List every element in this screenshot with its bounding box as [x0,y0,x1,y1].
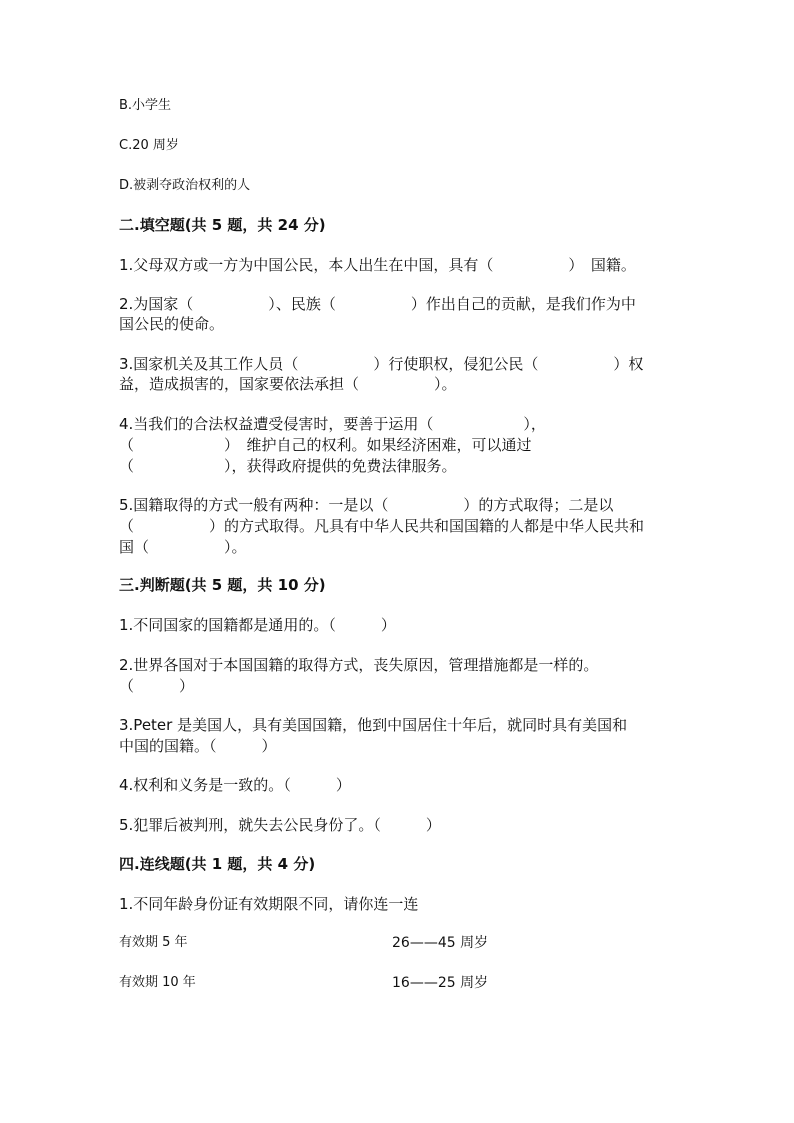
option-c: C.20 周岁 [119,138,179,153]
match-right-item-1: 26——45 周岁 [392,935,489,951]
fill-question-4-line1: 4.当我们的合法权益遭受侵害时，要善于运用（ ）， [119,415,546,433]
judge-question-3-line2: 中国的国籍。（ ） [119,737,277,755]
fill-question-2-line1: 2.为国家（ ）、民族（ ）作出自己的贡献，是我们作为中 [119,295,636,313]
fill-question-5-line3: 国（ ）。 [119,538,247,556]
fill-question-2-line2: 国公民的使命。 [119,315,225,333]
judge-question-4: 4.权利和义务是一致的。（ ） [119,776,351,794]
fill-question-4-line2: （ ） 维护自己的权利。如果经济困难，可以通过 [119,436,532,454]
judge-question-1: 1.不同国家的国籍都是通用的。（ ） [119,616,396,634]
match-question-1: 1.不同年龄身份证有效期限不同，请你连一连 [119,895,419,913]
section3-heading: 三.判断题(共 5 题，共 10 分) [119,576,326,594]
fill-question-3-line2: 益，造成损害的，国家要依法承担（ ）。 [119,375,457,393]
fill-question-4-line3: （ ），获得政府提供的免费法律服务。 [119,457,457,475]
match-left-item-2: 有效期 10 年 [119,975,196,990]
fill-question-5-line2: （ ）的方式取得。凡具有中华人民共和国国籍的人都是中华人民共和 [119,517,645,535]
judge-question-2-line2: （ ） [119,677,195,695]
judge-question-3-line1: 3.Peter 是美国人，具有美国国籍，他到中国居住十年后，就同时具有美国和 [119,716,628,734]
match-right-item-2: 16——25 周岁 [392,975,489,991]
section2-heading: 二.填空题(共 5 题，共 24 分) [119,216,326,234]
match-left-item-1: 有效期 5 年 [119,935,188,950]
fill-question-5-line1: 5.国籍取得的方式一般有两种：一是以（ ）的方式取得；二是以 [119,496,614,514]
option-b: B.小学生 [119,98,172,113]
judge-question-5: 5.犯罪后被判刑，就失去公民身份了。（ ） [119,816,441,834]
judge-question-2-line1: 2.世界各国对于本国国籍的取得方式，丧失原因，管理措施都是一样的。 [119,656,599,674]
fill-question-3-line1: 3.国家机关及其工作人员（ ）行使职权，侵犯公民（ ）权 [119,355,644,373]
section4-heading: 四.连线题(共 1 题，共 4 分) [119,855,316,873]
option-d: D.被剥夺政治权利的人 [119,178,251,193]
fill-question-1: 1.父母双方或一方为中国公民，本人出生在中国，具有（ ） 国籍。 [119,256,636,274]
